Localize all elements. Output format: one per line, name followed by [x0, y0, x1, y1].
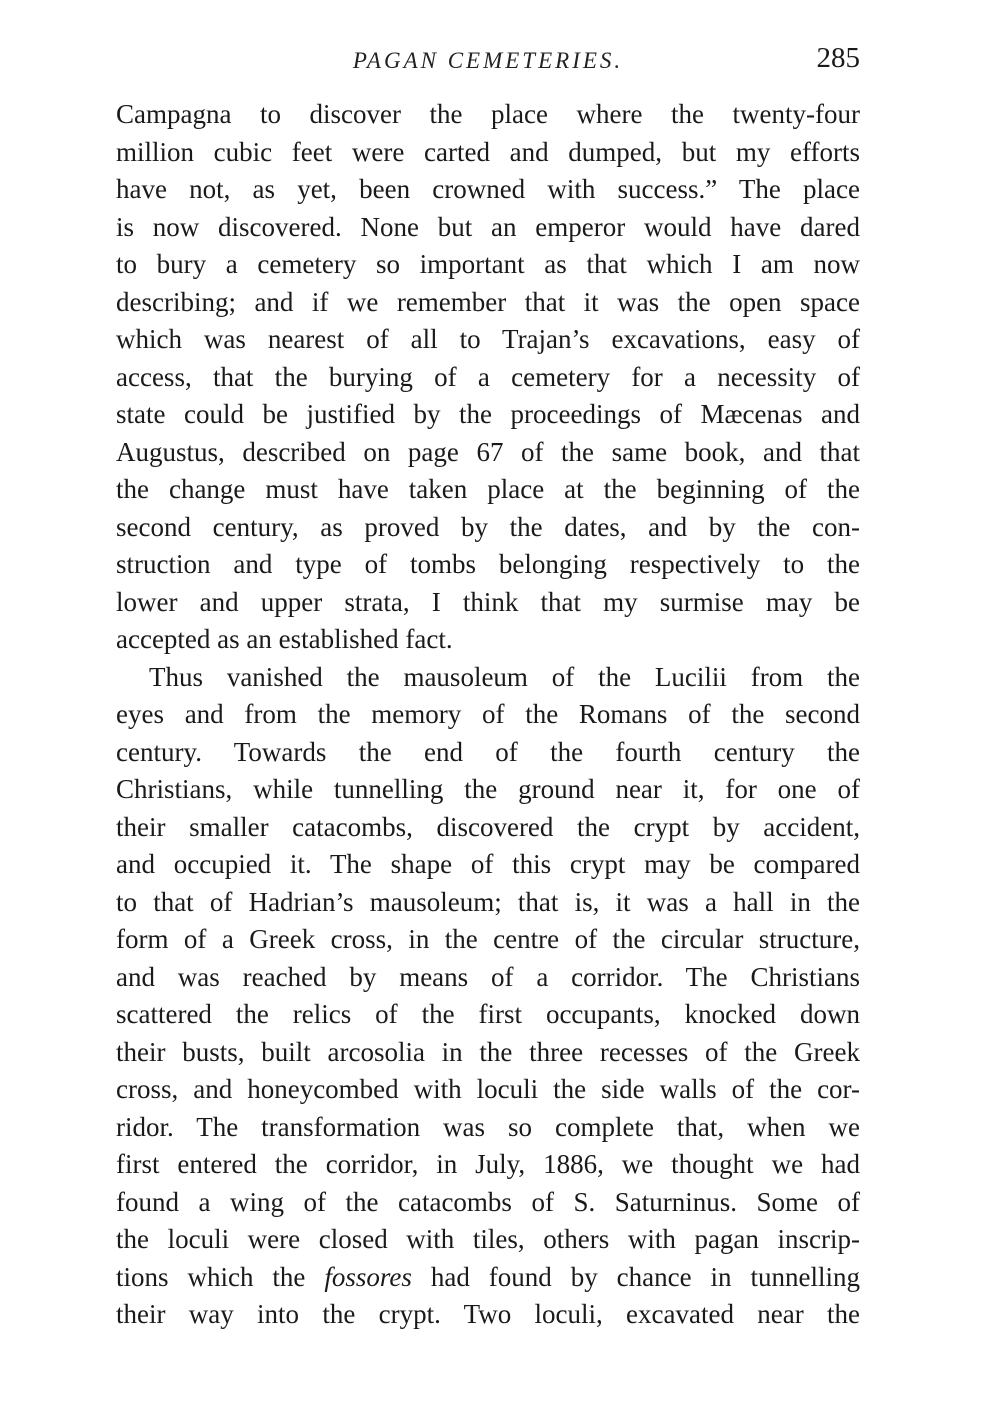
- running-title: PAGAN CEMETERIES.: [352, 48, 624, 73]
- text-line: lower and upper strata, I think that my surmise may be: [116, 586, 860, 617]
- text-line: Christians, while tunnelling the ground near it, for one of: [116, 774, 860, 804]
- text-line: scattered the relics of the first occupants, knocked down: [116, 999, 860, 1029]
- text-line: state could be justified by the proceedings of Mæcenas and: [116, 399, 860, 429]
- text-line: their smaller catacombs, discovered the crypt by accident,: [116, 811, 860, 842]
- text-line: the change must have taken place at the beginning of the: [116, 474, 860, 504]
- body-text: [116, 96, 860, 1334]
- text-line: their way into the crypt. Two loculi, excavated near the: [116, 1299, 860, 1329]
- text-line: to bury a cemetery so important as that which I am now: [116, 249, 860, 279]
- text-line: eyes and from the memory of the Romans of the second: [116, 699, 860, 729]
- text-line: the loculi were closed with tiles, others with pagan inscrip-: [116, 1224, 860, 1254]
- italic-term: fossores: [324, 1261, 412, 1292]
- text-line: million cubic feet were carted and dumped, but my efforts: [116, 136, 860, 167]
- text-line: first entered the corridor, in July, 1886, we thought we had: [116, 1149, 860, 1179]
- text-line: Augustus, described on page 67 of the same book, and that: [116, 436, 860, 467]
- text-line: their busts, built arcosolia in the three recesses of the Greek: [116, 1036, 860, 1067]
- text-line: found a wing of the catacombs of S. Saturninus. Some of: [116, 1186, 860, 1217]
- text-line: is now discovered. None but an emperor would have dared: [116, 211, 860, 242]
- text-segment: tions which the: [116, 1261, 325, 1292]
- text-line: [116, 1259, 860, 1297]
- running-head: [116, 42, 860, 82]
- text-line: which was nearest of all to Trajan’s excavations, easy of: [116, 324, 860, 354]
- text-line: second century, as proved by the dates, and by the con-: [116, 511, 860, 542]
- text-segment: had found by chance in tunnelling: [411, 1261, 861, 1292]
- text-line: accepted as an established fact.: [116, 624, 453, 654]
- text-line: and was reached by means of a corridor. The Christians: [116, 961, 860, 992]
- paragraph: [116, 659, 860, 1334]
- text-line: have not, as yet, been crowned with success.” The place: [116, 174, 860, 204]
- text-line: access, that the burying of a cemetery for a necessity of: [116, 361, 860, 392]
- text-line: describing; and if we remember that it was the open space: [116, 286, 860, 317]
- text-line: and occupied it. The shape of this crypt may be compared: [116, 849, 860, 879]
- text-line: Thus vanished the mausoleum of the Lucilii from the: [149, 661, 860, 692]
- text-line: ridor. The transformation was so complete that, when we: [116, 1111, 860, 1142]
- text-line: Campagna to discover the place where the twenty-four: [116, 99, 860, 129]
- text-line: form of a Greek cross, in the centre of the circular structure,: [116, 924, 860, 954]
- text-line: struction and type of tombs belonging respectively to the: [116, 549, 860, 579]
- text-line: cross, and honeycombed with loculi the side walls of the cor-: [116, 1074, 860, 1104]
- text-line: to that of Hadrian’s mausoleum; that is, it was a hall in the: [116, 886, 860, 917]
- paragraph: [116, 96, 860, 659]
- page-number: 285: [816, 42, 860, 74]
- text-line: century. Towards the end of the fourth century the: [116, 736, 860, 767]
